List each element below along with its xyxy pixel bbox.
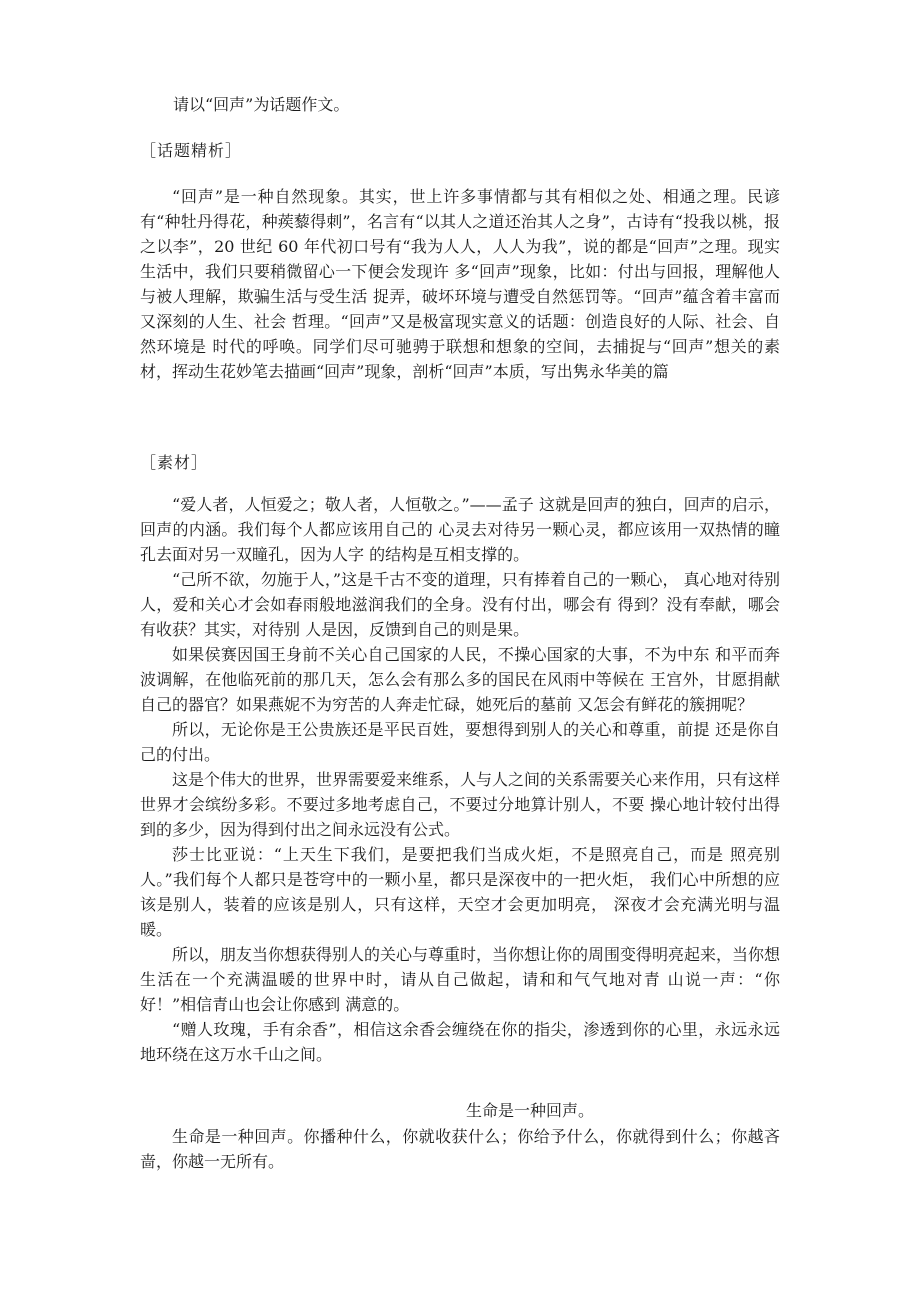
material-paragraph: “赠人玫瑰，手有余香”，相信这余香会缠绕在你的指尖，渗透到你的心里，永远永远地环绕在这万水千山之间。: [140, 1020, 780, 1064]
material-paragraph: 莎士比亚说：“上天生下我们，是要把我们当成火炬，不是照亮自己，而是 照亮别人。”我们每个人都只是苍穹中的一颗小星，都只是深夜中的一把火炬， 我们心中所想的应该是别人，装着的应该是别人，只有这样，天空才会更加明亮， 深夜才会充满光明与温暖。: [140, 845, 780, 939]
material-paragraph: 如果侯赛因国王身前不关心自己国家的人民，不操心国家的大事，不为中东 和平而奔波调解，在他临死前的那几天，怎么会有那么多的国民在风雨中等候在 王宫外，甘愿捐献自己的器官？如果燕妮不为穷苦的人奔走忙碌，她死后的墓前 又怎会有鲜花的簇拥呢？: [140, 645, 780, 714]
analysis-paragraph: “回声”是一种自然现象。其实，世上许多事情都与其有相似之处、相通之理。民谚有“种牡丹得花，种蒺藜得刺”，名言有“以其人之道还治其人之身”，古诗有“投我以桃，报之以李”，20 世纪 60 年代初口号有“我为人人，人人为我”，说的都是“回声”之理。现实生活中，我们只要稍微留心一下便会发现许 多“回声”现象，比如：付出与回报，理解他人与被人理解，欺骗生活与受生活 捉弄，破坏环境与遭受自然惩罚等。“回声”蕴含着丰富而又深刻的人生、社会 哲理。“回声”又是极富现实意义的话题：创造良好的人际、社会、自然环境是 时代的呼唤。同学们尽可驰骋于联想和想象的空间，去捕捉与“回声”想关的素 材，挥动生花妙笔去描画“回声”现象，剖析“回声”本质，写出隽永华美的篇: [140, 187, 780, 381]
material-paragraph: “己所不欲，勿施于人，”这是千古不变的道理，只有捧着自己的一颗心， 真心地对待别人，爱和关心才会如春雨般地滋润我们的全身。没有付出，哪会有 得到？没有奉献，哪会有收获？其实，对待别 人是因，反馈到自己的则是果。: [140, 570, 780, 639]
analysis-section: [140, 184, 780, 384]
prompt-text: 请以“回声”为话题作文。: [173, 95, 350, 114]
essay-paragraph: 生命是一种回声。你播种什么，你就收获什么；你给予什么，你就得到什么；你越吝啬，你越一无所有。: [140, 1127, 780, 1171]
material-paragraph: “爱人者，人恒爱之；敬人者，人恒敬之。”——孟子 这就是回声的独白，回声的启示，回声的内涵。我们每个人都应该用自己的 心灵去对待另一颗心灵，都应该用一双热情的瞳孔去面对另一双瞳孔，因为人字 的结构是互相支撑的。: [140, 495, 780, 564]
essay-body: [140, 1124, 780, 1174]
material-paragraph: 所以，无论你是王公贵族还是平民百姓，要想得到别人的关心和尊重，前提 还是你自己的付出。: [140, 720, 780, 764]
material-paragraph: 这是个伟大的世界，世界需要爱来维系，人与人之间的关系需要关心来作用，只有这样世界才会缤纷多彩。不要过多地考虑自己，不要过分地算计别人，不要 操心地计较付出得到的多少，因为得到付出之间永远没有公式。: [140, 770, 781, 839]
essay-prompt: [173, 92, 773, 117]
material-section: [140, 492, 780, 1067]
material-paragraph: 所以，朋友当你想获得别人的关心与尊重时，当你想让你的周围变得明亮起来，当你想生活在一个充满温暖的世界中时，请从自己做起，请和和气气地对青 山说一声：“你好！”相信青山也会让你感到 满意的。: [140, 945, 781, 1014]
essay-title: 生命是一种回声。: [465, 1101, 594, 1120]
material-heading: ［素材］: [140, 453, 209, 472]
analysis-heading: ［话题精析］: [140, 141, 243, 160]
